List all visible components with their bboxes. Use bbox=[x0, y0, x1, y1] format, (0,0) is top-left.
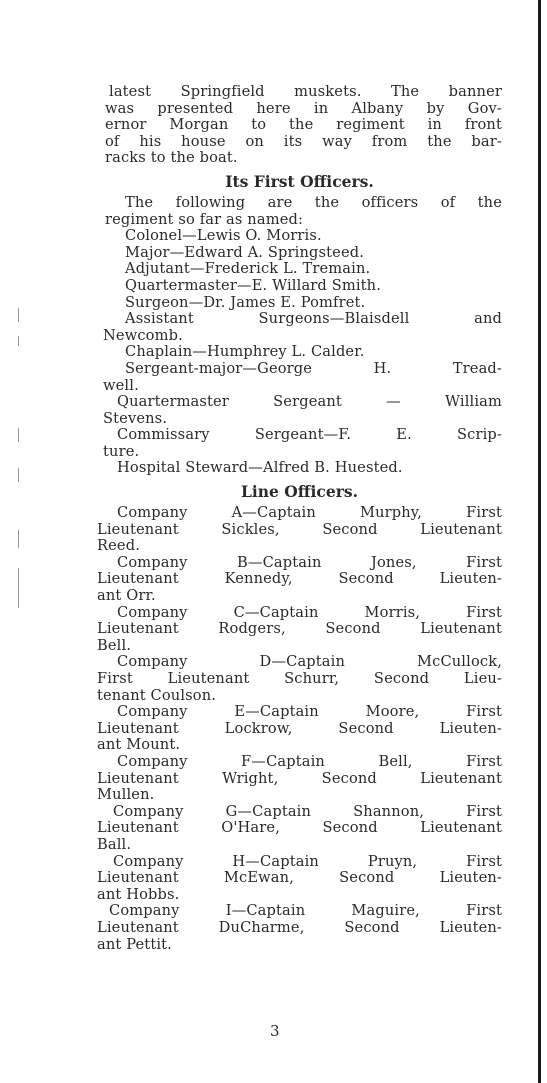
officer-entry: ture. bbox=[103, 442, 140, 460]
text-line: ant Orr. bbox=[97, 587, 156, 605]
text-line: Ball. bbox=[97, 835, 132, 853]
text-line: Lieutenant O'Hare, Second Lieutenant bbox=[97, 819, 502, 837]
text-line: Reed. bbox=[97, 537, 140, 555]
text-line: Company A—Captain Murphy, First bbox=[117, 504, 502, 522]
text-line: Lieutenant Wright, Second Lieutenant bbox=[97, 769, 502, 787]
text-line: The following are the officers of the bbox=[125, 193, 502, 211]
text-line: Company I—Captain Maguire, First bbox=[109, 902, 502, 920]
text-line: First Lieutenant Schurr, Second Lieu- bbox=[97, 670, 502, 687]
text-line: ernor Morgan to the regiment in front bbox=[105, 116, 502, 134]
scan-artifact-mark bbox=[18, 428, 19, 442]
text-line: Lieutenant DuCharme, Second Lieuten- bbox=[97, 918, 502, 936]
officer-entry: Stevens. bbox=[103, 409, 168, 427]
text-line: Bell. bbox=[97, 636, 132, 654]
officer-entry: Colonel—Lewis O. Morris. bbox=[125, 227, 322, 245]
section-heading-line-officers: Line Officers. bbox=[240, 482, 358, 502]
scan-artifact-mark bbox=[18, 336, 19, 346]
officer-entry: Hospital Steward—Alfred B. Huested. bbox=[117, 459, 403, 477]
text-line: Lieutenant Kennedy, Second Lieuten- bbox=[97, 570, 502, 588]
text-line: Company E—Captain Moore, First bbox=[117, 703, 502, 721]
intro-paragraph bbox=[97, 84, 502, 167]
first-officers-list bbox=[97, 195, 502, 477]
officer-entry: Quartermaster Sergeant — William bbox=[117, 393, 502, 411]
officer-entry: well. bbox=[103, 376, 139, 394]
text-line: tenant Coulson. bbox=[97, 686, 217, 704]
text-line: Company D—Captain McCullock, bbox=[117, 653, 502, 671]
scan-artifact-mark bbox=[18, 308, 19, 322]
officer-entry: Quartermaster—E. Willard Smith. bbox=[125, 276, 382, 294]
text-line: Lieutenant Rodgers, Second Lieutenant bbox=[97, 620, 502, 638]
officer-entry: Commissary Sergeant—F. E. Scrip- bbox=[117, 426, 502, 444]
scan-artifact-mark bbox=[18, 568, 19, 608]
text-line: Company C—Captain Morris, First bbox=[117, 603, 502, 621]
text-line: of his house on its way from the bar- bbox=[105, 132, 502, 150]
text-line: Company B—Captain Jones, First bbox=[117, 553, 502, 571]
text-line: was presented here in Albany by Gov- bbox=[105, 99, 502, 117]
scan-artifact-mark bbox=[18, 530, 19, 548]
text-line: Lieutenant Lockrow, Second Lieuten- bbox=[97, 719, 502, 737]
text-line: Lieutenant Sickles, Second Lieutenant bbox=[97, 520, 502, 538]
text-line: ant Pettit. bbox=[97, 935, 172, 953]
page-number: 3 bbox=[270, 1022, 280, 1040]
text-line: latest Springfield muskets. The banner bbox=[109, 83, 502, 100]
text-line: ant Mount. bbox=[97, 736, 181, 754]
article-text bbox=[97, 84, 502, 953]
officer-entry: Chaplain—Humphrey L. Calder. bbox=[125, 343, 365, 361]
text-line: Company F—Captain Bell, First bbox=[117, 752, 502, 770]
officer-entry: Sergeant-major—George H. Tread- bbox=[125, 359, 502, 377]
text-line: Mullen. bbox=[97, 786, 155, 804]
text-line: ant Hobbs. bbox=[97, 885, 180, 903]
text-line: Company G—Captain Shannon, First bbox=[113, 802, 502, 820]
text-line: Company H—Captain Pruyn, First bbox=[113, 852, 502, 870]
officer-entry: Newcomb. bbox=[103, 326, 183, 344]
officer-entry: Major—Edward A. Springsteed. bbox=[125, 243, 365, 261]
section-heading-first-officers: Its First Officers. bbox=[225, 171, 374, 191]
text-line: Lieutenant McEwan, Second Lieuten- bbox=[97, 869, 502, 887]
text-line: regiment so far as named: bbox=[105, 210, 304, 228]
scan-artifact-mark bbox=[18, 468, 19, 482]
line-officers-list bbox=[97, 505, 502, 953]
officer-entry: Surgeon—Dr. James E. Pomfret. bbox=[125, 293, 366, 311]
text-line: racks to the boat. bbox=[105, 149, 238, 167]
officer-entry: Assistant Surgeons—Blaisdell and bbox=[125, 310, 502, 328]
page-edge-border bbox=[538, 0, 541, 1083]
officer-entry: Adjutant—Frederick L. Tremain. bbox=[125, 260, 371, 278]
